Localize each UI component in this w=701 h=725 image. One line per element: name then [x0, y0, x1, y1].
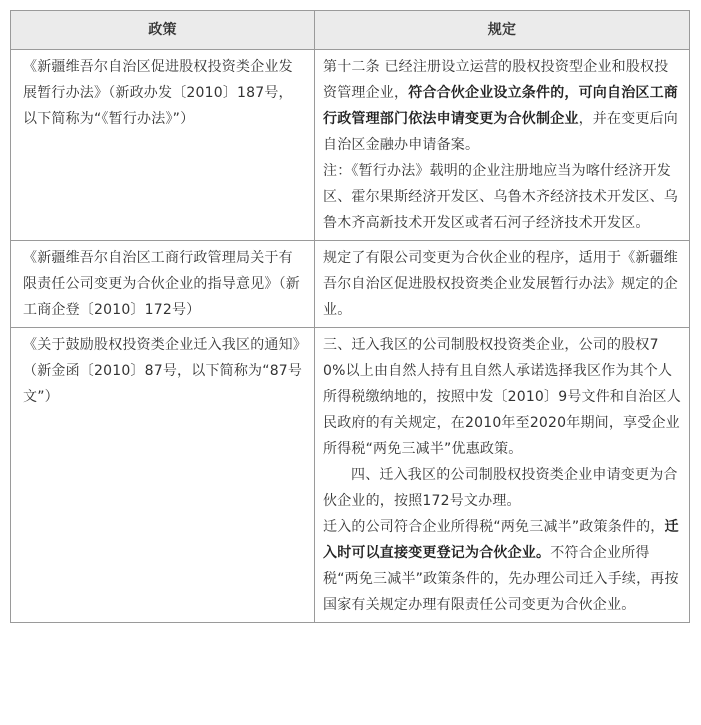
rule-text-part: 第十二条 已经注册设立运营的股权投资型企业和股权投资管理企业， — [323, 59, 669, 101]
table-row — [11, 241, 690, 328]
table-row — [11, 50, 690, 241]
policy-text: 《关于鼓励股权投资类企业迁入我区的通知》（新金函〔2010〕87号，以下简称为“87号文”） — [23, 337, 303, 405]
table-header-row — [11, 11, 690, 50]
policy-cell — [11, 241, 315, 328]
rule-paragraph: 三、迁入我区的公司制股权投资类企业，公司的股权70%以上由自然人持有且自然人承诺选择我区作为其个人所得税缴纳地的，按照中发〔2010〕9号文件和自治区人民政府的有关规定，在2010年至2020年期间，享受企业所得税“两免三减半”优惠政策。 — [323, 337, 681, 457]
rule-cell — [315, 328, 690, 623]
rule-note: 注：《暂行办法》载明的企业注册地应当为喀什经济开发区、霍尔果斯经济开发区、乌鲁木齐经济技术开发区、乌鲁木齐高新技术开发区或者石河子经济技术开发区。 — [323, 163, 678, 231]
rule-paragraph: 四、迁入我区的公司制股权投资类企业申请变更为合伙企业的，按照172号文办理。 — [323, 467, 678, 509]
rule-cell — [315, 241, 690, 328]
rule-text-bold: 符合合伙企业设立条件的，可向自治区工商行政管理部门依法申请变更为合伙制企业 — [323, 85, 679, 127]
policy-text: 《新疆维吾尔自治区工商行政管理局关于有限责任公司变更为合伙企业的指导意见》（新工商企登〔2010〕172号） — [23, 250, 300, 318]
header-rule: 规定 — [315, 11, 690, 50]
rule-cell — [315, 50, 690, 241]
policy-table — [10, 10, 690, 623]
rule-text-part: 不符合企业所得税“两免三减半”政策条件的，先办理公司迁入手续，再按国家有关规定办理有限责任公司变更为合伙企业。 — [323, 545, 679, 613]
policy-text: 《新疆维吾尔自治区促进股权投资类企业发展暂行办法》（新政办发〔2010〕187号，以下简称为“《暂行办法》”） — [23, 59, 293, 127]
rule-paragraph — [323, 514, 681, 618]
header-policy: 政策 — [11, 11, 315, 50]
policy-cell — [11, 50, 315, 241]
rule-text: 规定了有限公司变更为合伙企业的程序，适用于《新疆维吾尔自治区促进股权投资类企业发展暂行办法》规定的企业。 — [323, 250, 678, 318]
rule-text-part: ，并在变更后向自治区金融办申请备案。 — [323, 111, 679, 153]
policy-cell — [11, 328, 315, 623]
rule-text-part: 迁入的公司符合企业所得税“两免三减半”政策条件的， — [323, 519, 665, 535]
rule-text-bold: 迁入时可以直接变更登记为合伙企业。 — [323, 519, 679, 561]
table-row — [11, 328, 690, 623]
rule-text — [323, 54, 681, 158]
